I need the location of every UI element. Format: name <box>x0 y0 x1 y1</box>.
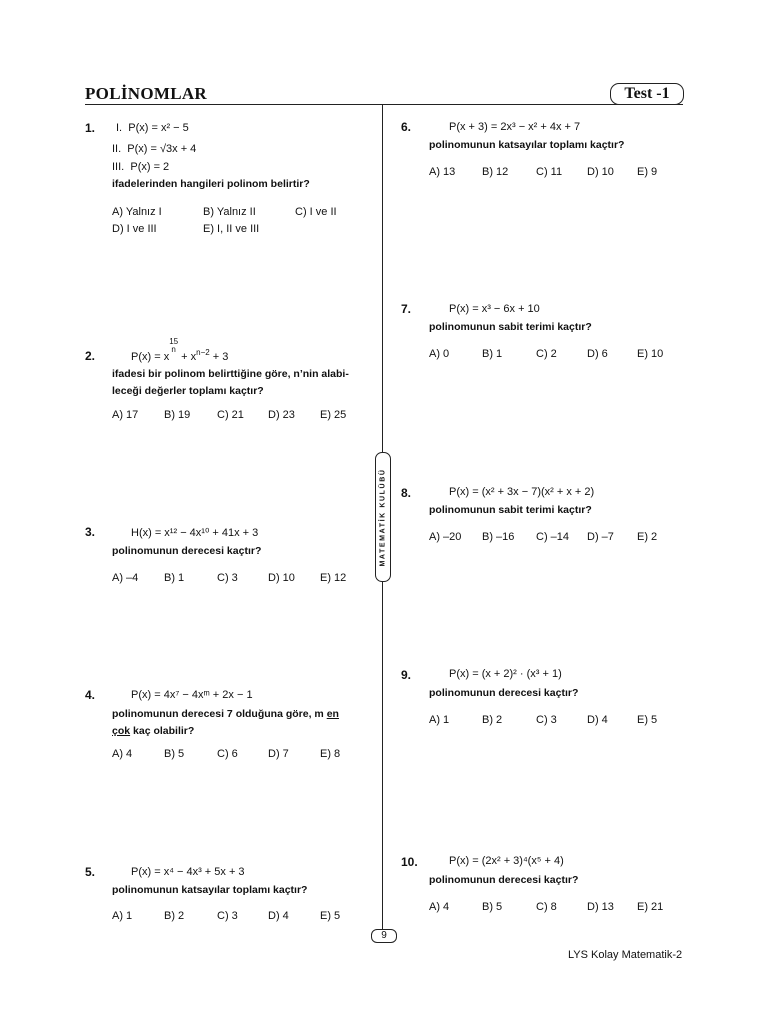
question-text: polinomunun katsayılar toplamı kaçtır? <box>429 139 625 151</box>
option-b[interactable]: B) 12 <box>482 166 509 178</box>
option-e[interactable]: E) 25 <box>320 409 347 421</box>
emphasis-word: en <box>326 708 339 720</box>
option-a[interactable]: A) –4 <box>112 572 139 584</box>
option-b[interactable]: B) 2 <box>164 910 185 922</box>
page-title: POLİNOMLAR <box>85 84 207 103</box>
option-e[interactable]: E) 9 <box>637 166 658 178</box>
option-b[interactable]: B) 1 <box>164 572 185 584</box>
option-d[interactable]: D) 10 <box>268 572 295 584</box>
option-e[interactable]: E) 12 <box>320 572 347 584</box>
option-b[interactable]: B) Yalnız II <box>203 206 256 218</box>
page-number: 9 <box>371 929 397 943</box>
question-text-line: ifadesi bir polinom belirttiğine göre, n’nin alabi- <box>112 368 349 380</box>
statement-label: II. <box>112 143 122 155</box>
option-d[interactable]: D) 4 <box>587 714 608 726</box>
option-c[interactable]: C) 3 <box>217 910 238 922</box>
option-c[interactable]: C) 3 <box>217 572 238 584</box>
option-a[interactable]: A) 4 <box>429 901 450 913</box>
question-formula: P(x) = (2x² + 3)⁴(x⁵ + 4) <box>449 855 564 867</box>
question-text <box>112 366 367 400</box>
option-a[interactable]: A) 1 <box>429 714 450 726</box>
question-text: polinomunun katsayılar toplamı kaçtır? <box>112 884 308 896</box>
option-d[interactable]: D) 7 <box>268 748 289 760</box>
question-text-line: polinomunun derecesi 7 olduğuna göre, m <box>112 708 324 720</box>
question-number: 2. <box>85 349 96 363</box>
option-c[interactable]: C) 8 <box>536 901 557 913</box>
option-c[interactable]: C) 6 <box>217 748 238 760</box>
option-a[interactable]: A) 0 <box>429 348 450 360</box>
option-d[interactable]: D) 13 <box>587 901 614 913</box>
option-e[interactable]: E) 8 <box>320 748 341 760</box>
option-a[interactable]: A) 1 <box>112 910 133 922</box>
option-c[interactable]: C) 3 <box>536 714 557 726</box>
statement-formula: P(x) = x² − 5 <box>128 122 189 134</box>
question-text: polinomunun derecesi kaçtır? <box>429 687 579 699</box>
question-number: 7. <box>401 302 412 316</box>
statement-3 <box>112 161 169 173</box>
test-label: Test -1 <box>610 83 684 105</box>
question-text: ifadelerinden hangileri polinom belirtir? <box>112 178 310 190</box>
option-d[interactable]: D) 10 <box>587 166 614 178</box>
question-number: 4. <box>85 688 96 702</box>
question-text: polinomunun sabit terimi kaçtır? <box>429 504 592 516</box>
question-text: polinomunun sabit terimi kaçtır? <box>429 321 592 333</box>
option-d[interactable]: D) –7 <box>587 531 614 543</box>
option-b[interactable]: B) 5 <box>482 901 503 913</box>
question-text-line: kaç olabilir? <box>133 725 195 737</box>
emphasis-word: çok <box>112 725 131 737</box>
question-text: polinomunun derecesi kaçtır? <box>112 545 262 557</box>
question-formula: P(x) = (x + 2)² · (x³ + 1) <box>449 668 562 680</box>
question-number: 1. <box>85 121 96 135</box>
question-text-line: leceği değerler toplamı kaçtır? <box>112 385 264 397</box>
option-e[interactable]: E) 10 <box>637 348 664 360</box>
option-b[interactable]: B) 1 <box>482 348 503 360</box>
option-c[interactable]: C) 11 <box>536 166 563 178</box>
header-rule <box>85 104 683 105</box>
question-formula: P(x) = (x² + 3x − 7)(x² + x + 2) <box>449 486 595 498</box>
option-e[interactable]: E) 2 <box>637 531 658 543</box>
question-number: 8. <box>401 486 412 500</box>
option-a[interactable]: A) –20 <box>429 531 462 543</box>
side-banner <box>375 452 391 582</box>
question-text: polinomunun derecesi kaçtır? <box>429 874 579 886</box>
statement-formula: P(x) = √3x + 4 <box>127 143 197 155</box>
question-formula: P(x) = x³ − 6x + 10 <box>449 303 540 315</box>
option-e[interactable]: E) 5 <box>637 714 658 726</box>
option-b[interactable]: B) –16 <box>482 531 515 543</box>
option-a[interactable]: A) Yalnız I <box>112 206 162 218</box>
option-e[interactable]: E) 21 <box>637 901 664 913</box>
question-number: 6. <box>401 120 412 134</box>
statement-2 <box>112 143 196 155</box>
option-c[interactable]: C) 21 <box>217 409 244 421</box>
question-formula: P(x + 3) = 2x³ − x² + 4x + 7 <box>449 121 581 133</box>
option-d[interactable]: D) 23 <box>268 409 295 421</box>
option-b[interactable]: B) 5 <box>164 748 185 760</box>
option-c[interactable]: C) I ve II <box>295 206 337 218</box>
option-a[interactable]: A) 17 <box>112 409 139 421</box>
option-d[interactable]: D) 4 <box>268 910 289 922</box>
option-b[interactable]: B) 2 <box>482 714 503 726</box>
option-c[interactable]: C) –14 <box>536 531 570 543</box>
option-a[interactable]: A) 13 <box>429 166 456 178</box>
question-number: 9. <box>401 668 412 682</box>
statement-formula: P(x) = 2 <box>130 161 170 173</box>
option-a[interactable]: A) 4 <box>112 748 133 760</box>
statement-label: I. <box>116 122 123 134</box>
question-formula: P(x) = x 15 n + $x^{n-2} + 3$ <box>131 337 229 363</box>
option-e[interactable]: E) I, II ve III <box>203 223 260 235</box>
option-d[interactable]: D) 6 <box>587 348 608 360</box>
statement-label: III. <box>112 161 125 173</box>
question-number: 3. <box>85 525 96 539</box>
option-c[interactable]: C) 2 <box>536 348 557 360</box>
question-formula: H(x) = x¹² − 4x¹⁰ + 41x + 3 <box>131 527 259 539</box>
question-number: 10. <box>401 855 418 869</box>
question-text <box>112 706 370 740</box>
option-d[interactable]: D) I ve III <box>112 223 157 235</box>
side-banner-text: MATEMATİK KULÜBÜ <box>379 467 387 567</box>
statement-1 <box>116 122 189 134</box>
question-formula: P(x) = 4x⁷ − 4xᵐ + 2x − 1 <box>131 689 253 701</box>
question-number: 5. <box>85 865 96 879</box>
footer-text: LYS Kolay Matematik-2 <box>568 949 683 961</box>
option-b[interactable]: B) 19 <box>164 409 191 421</box>
question-formula: P(x) = x⁴ − 4x³ + 5x + 3 <box>131 866 245 878</box>
option-e[interactable]: E) 5 <box>320 910 341 922</box>
